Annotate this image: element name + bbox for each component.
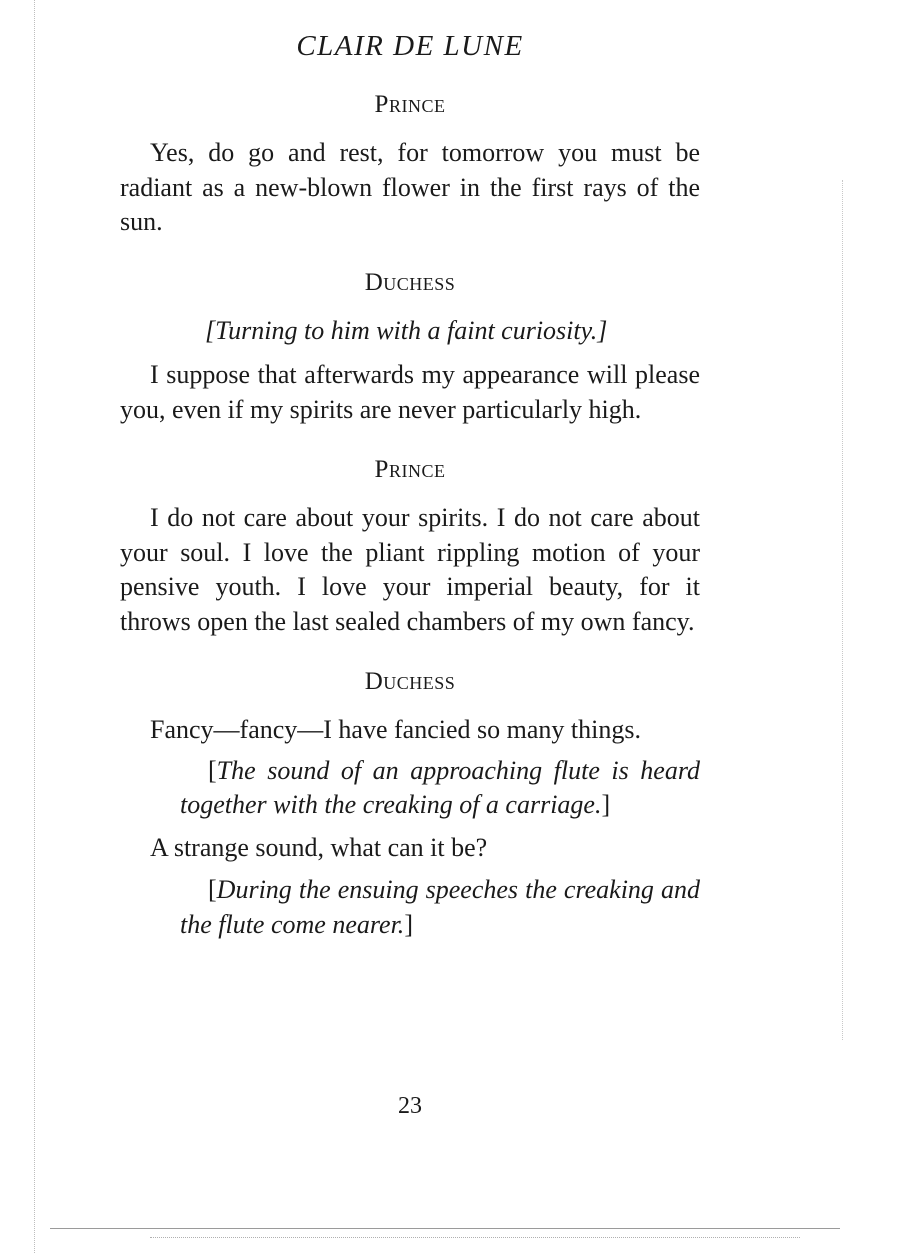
- speaker-duchess: Duchess: [364, 668, 456, 695]
- stage-direction-text: During the ensuing speeches the creaking and the flute come nearer.: [180, 875, 700, 939]
- stage-direction: [Turning to him with a faint curiosity.]: [205, 315, 608, 345]
- scan-edge-right: [842, 180, 844, 1040]
- play-text: [120, 88, 700, 942]
- speaker-prince: Prince: [374, 456, 446, 483]
- stage-direction: [The sound of an approaching flute is heard together with the creaking of a carriage.]: [180, 755, 700, 819]
- speech: I suppose that afterwards my appearance will please you, even if my spirits are never particularly high.: [120, 360, 700, 424]
- running-head: CLAIR DE LUNE: [296, 30, 524, 62]
- scan-edge-left: [34, 0, 36, 1253]
- speaker-prince: Prince: [374, 91, 446, 118]
- stage-direction: [During the ensuing speeches the creaking and the flute come nearer.]: [180, 875, 700, 939]
- stage-direction-text: The sound of an approaching flute is heard together with the creaking of a carriage.: [180, 755, 700, 819]
- speech: A strange sound, what can it be?: [150, 832, 488, 862]
- speaker-duchess: Duchess: [364, 268, 456, 296]
- scan-edge-bottom-dotted: [150, 1237, 800, 1239]
- page-number: 23: [398, 1093, 422, 1119]
- stage-direction-text: Turning to him with a faint curiosity.: [215, 315, 598, 345]
- speech: I do not care about your spirits. I do not care about your soul. I love the pliant rippling motion of your pensive youth. I love your imperial beauty, for it throws open the last sealed chambers of my own fancy.: [120, 503, 700, 636]
- speech: Yes, do go and rest, for tomorrow you must be radiant as a new-blown flower in the first rays of the sun.: [120, 138, 700, 236]
- scan-edge-bottom: [50, 1228, 840, 1230]
- speech: Fancy—fancy—I have fancied so many things.: [150, 715, 641, 744]
